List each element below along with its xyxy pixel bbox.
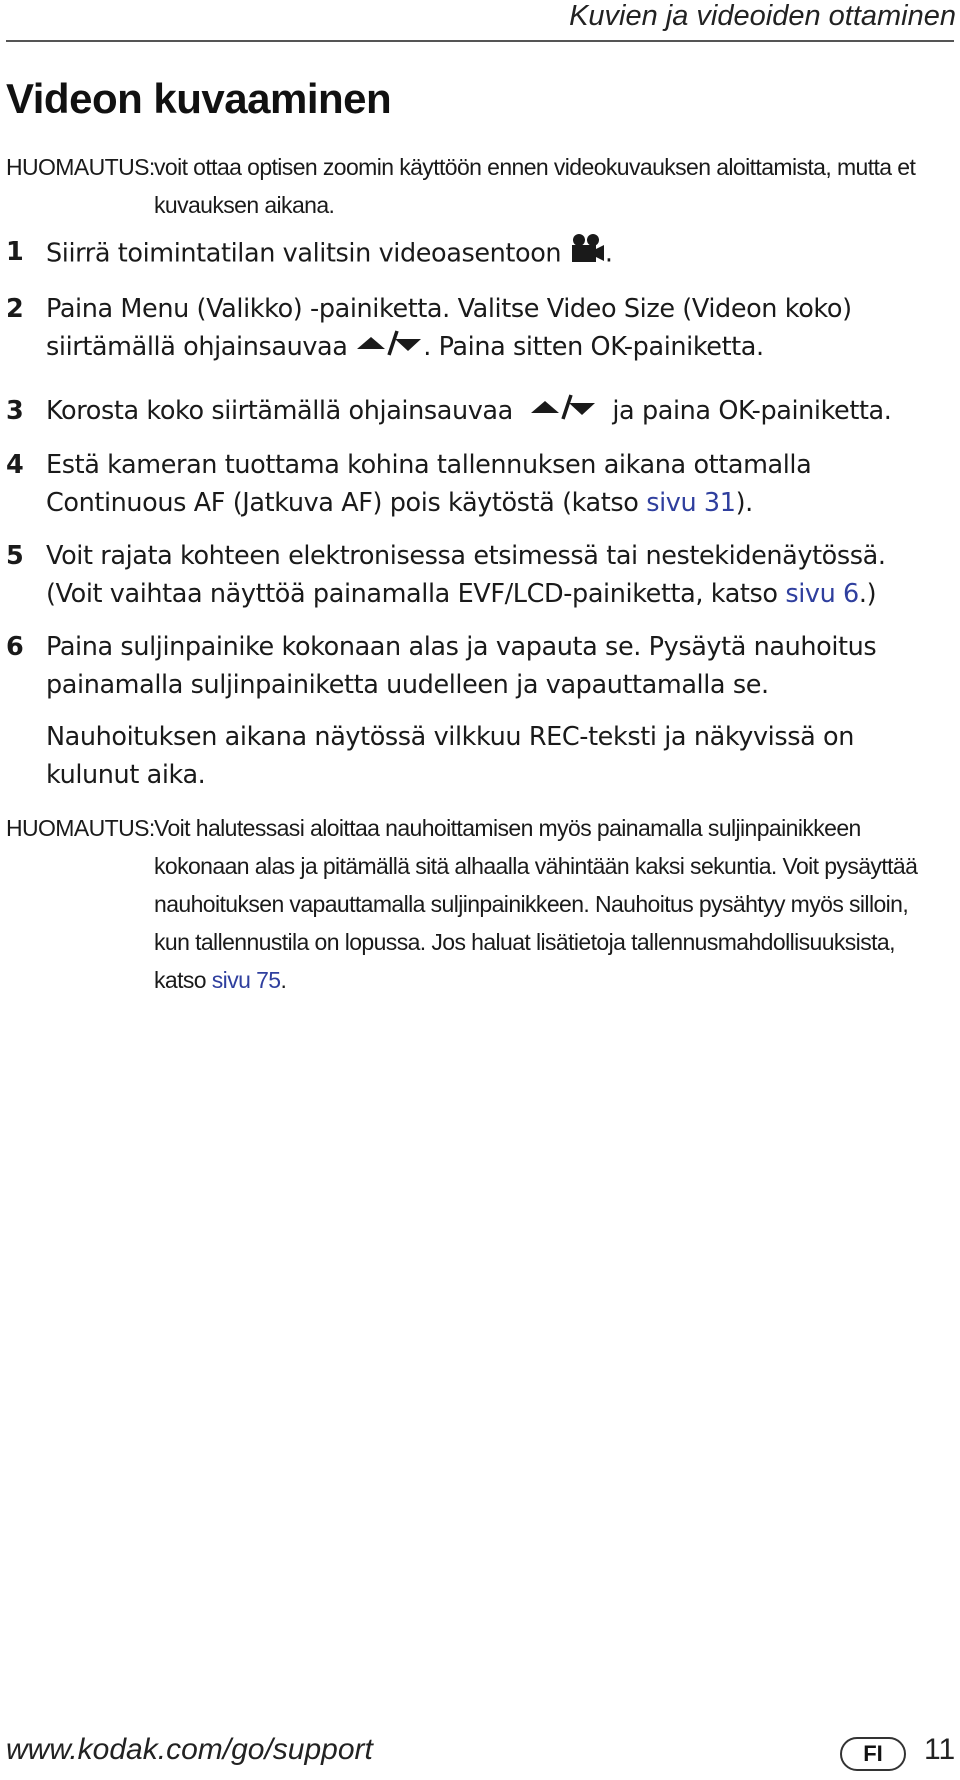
page-link[interactable]: sivu 6 <box>785 579 859 609</box>
note-text-part: . <box>280 967 287 993</box>
note-block <box>6 809 946 999</box>
step-text <box>46 446 946 522</box>
step-item <box>6 392 946 432</box>
note-label: HUOMAUTUS: <box>6 154 155 180</box>
step-item <box>6 233 946 276</box>
running-header: Kuvien ja videoiden ottaminen <box>569 0 956 32</box>
support-url[interactable]: www.kodak.com/go/support <box>6 1733 373 1766</box>
page-link[interactable]: sivu 75 <box>211 967 281 993</box>
step-text-part: . Paina sitten OK-painiketta. <box>423 332 764 362</box>
step-item <box>6 290 946 368</box>
language-badge: FI <box>840 1737 906 1771</box>
step-text <box>46 290 946 368</box>
header-divider <box>6 40 954 42</box>
video-camera-icon <box>569 233 605 276</box>
step-number: 5 <box>6 541 24 571</box>
step-number: 4 <box>6 450 24 480</box>
step-text <box>46 537 946 613</box>
step-item <box>6 446 946 522</box>
step-number: 1 <box>6 237 24 267</box>
step-text-part: Estä kameran tuottama kohina tallennuksen aikana ottamalla Continuous AF (Jatkuva AF) pois käytöstä (katso <box>46 450 812 518</box>
note-block <box>6 148 946 224</box>
step-number: 3 <box>6 396 24 426</box>
step-text-part: .) <box>858 579 877 609</box>
step-text-part: Siirrä toimintatilan valitsin videoasentoon <box>46 238 562 269</box>
page-link[interactable]: sivu 31 <box>646 488 736 518</box>
step-item <box>6 628 946 704</box>
step-number: 2 <box>6 294 24 324</box>
step-text-part: ja paina OK-painiketta. <box>612 396 892 426</box>
step-text: Paina suljinpainike kokonaan alas ja vapauta se. Pysäytä nauhoitus painamalla suljinpainiketta uudelleen ja vapauttamalla se. <box>46 632 877 700</box>
note-text-part: Voit halutessasi aloittaa nauhoittamisen myös painamalla suljinpainikkeen kokonaan alas ja pitämällä sitä alhaalla vähintään kaksi sekuntia. Voit pysäyttää nauhoituksen vapauttamalla suljinpainikkeen. Nauhoitus pysähtyy myös silloin, kun tallennustila on lopussa. Jos haluat lisätietoja tallennusmahdollisuuksista, katso <box>154 815 918 993</box>
step-text-part: Paina Menu (Valikko) -painiketta. Valitse Video Size (Videon koko) siirtämällä ohjainsauvaa <box>46 294 852 362</box>
step-continuation-text: Nauhoituksen aikana näytössä vilkkuu REC-teksti ja näkyvissä on kulunut aika. <box>46 722 855 790</box>
step-text <box>46 392 946 432</box>
step-item <box>6 537 946 613</box>
note-text: voit ottaa optisen zoomin käyttöön ennen videokuvauksen aloittamista, mutta et kuvauksen aikana. <box>154 154 916 218</box>
step-number: 6 <box>6 632 24 662</box>
note-label: HUOMAUTUS: <box>6 815 155 841</box>
step-text-part: ). <box>735 488 753 518</box>
step-text-part: Voit rajata kohteen elektronisessa etsimessä tai nestekidenäytössä. (Voit vaihtaa näyttöä painamalla EVF/LCD-painiketta, katso <box>46 541 886 609</box>
page-number: 11 <box>924 1733 956 1766</box>
page-title: Videon kuvaaminen <box>6 75 392 122</box>
step-text-part: . <box>604 238 613 269</box>
up-down-arrow-icon <box>355 329 423 368</box>
step-text <box>46 233 946 276</box>
up-down-arrow-icon <box>529 393 597 432</box>
step-text-part: Korosta koko siirtämällä ohjainsauvaa <box>46 396 513 426</box>
note-text <box>154 809 946 999</box>
